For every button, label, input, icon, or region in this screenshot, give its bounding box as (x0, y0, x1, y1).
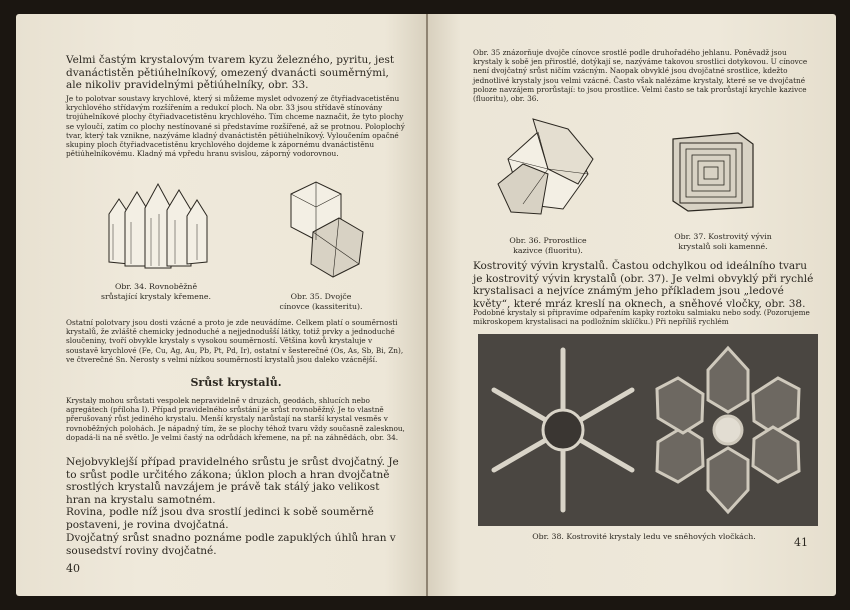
zapukle-uhly-paragraph: Dvojčatný srůst snadno poznáme podle zapuklých úhlů hran v sousedství roviny dvojčatné. (66, 532, 396, 557)
fig38-caption: Obr. 38. Kostrovité krystaly ledu ve sněhových vločkách. (532, 532, 756, 541)
podobne-krystaly-paragraph: Podobné krystaly si připravíme odpařením kapky roztoku salmiaku nebo sody. (Pozorujeme mikroskopem krystalisaci na podložním sklíčku.) Při nepříliš rychlém (473, 308, 810, 327)
snowflake-photo (478, 334, 818, 526)
right-page (428, 14, 836, 596)
left-page (16, 14, 426, 596)
dvojcatny-paragraph: Nejobvyklejší případ pravidelného srůstu je srůst dvojčatný. Je to srůst podle určitého zákona; úklon ploch a hran dvojčatně srostlých krystalů navzájem je právě tak stálý jako velikost hran na krystalu samotném. (66, 456, 399, 506)
fig34-caption-line2: srůstající krystaly křemene. (101, 292, 211, 301)
halite-skeletal-figure (668, 129, 758, 214)
other-polotvary-paragraph: Ostatní polotvary jsou dosti vzácné a proto je zde neuvádíme. Celkem platí o souměrnosti krystalů, že zvláště chemicky jednoduché a nejjednodušší látky, totiž prvky a jednoduché sloučeniny, tvoří obvykle krystaly s vysokou souměrností. Většina kovů krystaluje v soustavě krychlové (Fe, Cu, Ag, Au, Pb, Pt, Pd, Ir), ostatní v šesterečné (Os, As, Sb, Bi, Zn), ve čtverečné Sn. Nerosty s velmi nízkou souměrností krystalů jsou daleko vzácnější. (66, 318, 404, 364)
quartz-crystals-figure (101, 174, 216, 274)
kostrovity-vyvin-paragraph: Kostrovitý vývin krystalů. Častou odchylkou od ideálního tvaru je kostrovitý vývin krystalů (obr. 37). Je velmi obvyklý při rychlé krystalisaci a nejvíce známým jeho příkladem jsou „ledové květy“, které mráz kreslí na oknech, a sněhové vločky, obr. 38. (473, 260, 814, 310)
top-paragraph: Obr. 35 znázorňuje dvojče cínovce srostlé podle druhořadého jehlanu. Poněvadž jsou krystaly k sobě jen přirostlé, dotýkají se, nazýváme takovou srostlici dotykovou. U cínovce není dvojčatný srůst ničím vzácným. Naopak obvyklé jsou dvojčatné srostlice, kdežto jednotlivé krystaly jsou velmi vzácné. Často však nalézáme krystaly, které se ve dvojčatné poloze navzájem prorůstají: to jsou prostlice. Velmi často se tak prorůstají krychle kazivce (fluoritu), obr. 36. (473, 48, 808, 104)
left-page-number: 40 (66, 562, 80, 575)
fig37-caption-line2: krystalů soli kamenné. (678, 242, 768, 251)
fig37-caption-line1: Obr. 37. Kostrovitý vývin (674, 232, 772, 241)
fig34-caption-line1: Obr. 34. Rovnoběžně (114, 282, 198, 291)
fig35-caption-line2: cínovce (kassiteritu). (279, 302, 363, 311)
rovina-paragraph: Rovina, podle níž jsou dva srostlí jedinci k sobě souměrně postaveni, je rovina dvojčatná. (66, 506, 374, 531)
right-page-number: 41 (794, 536, 808, 549)
polotvar-paragraph: Je to polotvar soustavy krychlové, který si můžeme myslet odvozený ze čtyřiadvacetistěnu krychlového střídavým rozšířením a redukcí ploch. Na obr. 33 jsou střídavě stínovány trojúhelníkové plochy čtyřiadvacetistěnu krychlového. Tím chceme naznačit, že tyto plochy se vyloučí, zatím co plochy nestínované si představíme rozšířené, až se protnou. Poloplochý tvar, který tak vznikne, nazýváme kladný dvanáctistěn pětiúhelníkový. Vyloučením opačné skupiny ploch čtyřiadvacetistěnu krychlového dojdeme k zápornému dvanáctistěnu pětiúhelníkovému. Kladný má vpředu hranu svislou, záporný vodorovnou. (66, 94, 405, 159)
fig36-caption-line1: Obr. 36. Prorostlice (509, 236, 587, 245)
fluorite-interpenetration-figure (493, 114, 603, 224)
fig36-caption-line2: kazivce (fluoritu). (513, 246, 583, 255)
intro-paragraph: Velmi častým krystalovým tvarem kyzu železného, pyritu, jest dvanáctistěn pětiúhelníkový, omezený dvanácti souměrnými, ale nikoliv pravidelnými pětiúhelníky, obr. 33. (66, 54, 395, 92)
srust-paragraph: Krystaly mohou srůstati vespolek nepravidelně v druzách, geodách, shlucích nebo agregátech (příloha I). Případ pravidelného srůstání je srůst rovnoběžný. Je to vlastně přerušovaný růst jediného krystalu. Menší krystaly narůstají na starší krystal vesměs v rovnoběžných polohách. Je nápadný tím, že se plochy téhož tvaru vždy současně zalesknou, dopadá-li na ně světlo. Je velmi častý na odrůdách křemene, na př. na záhnědách, obr. 34. (66, 396, 405, 442)
fig35-caption-line1: Obr. 35. Dvojče (290, 292, 352, 301)
cassiterite-twin-figure (271, 172, 371, 284)
section-heading: Srůst krystalů. (190, 376, 282, 389)
